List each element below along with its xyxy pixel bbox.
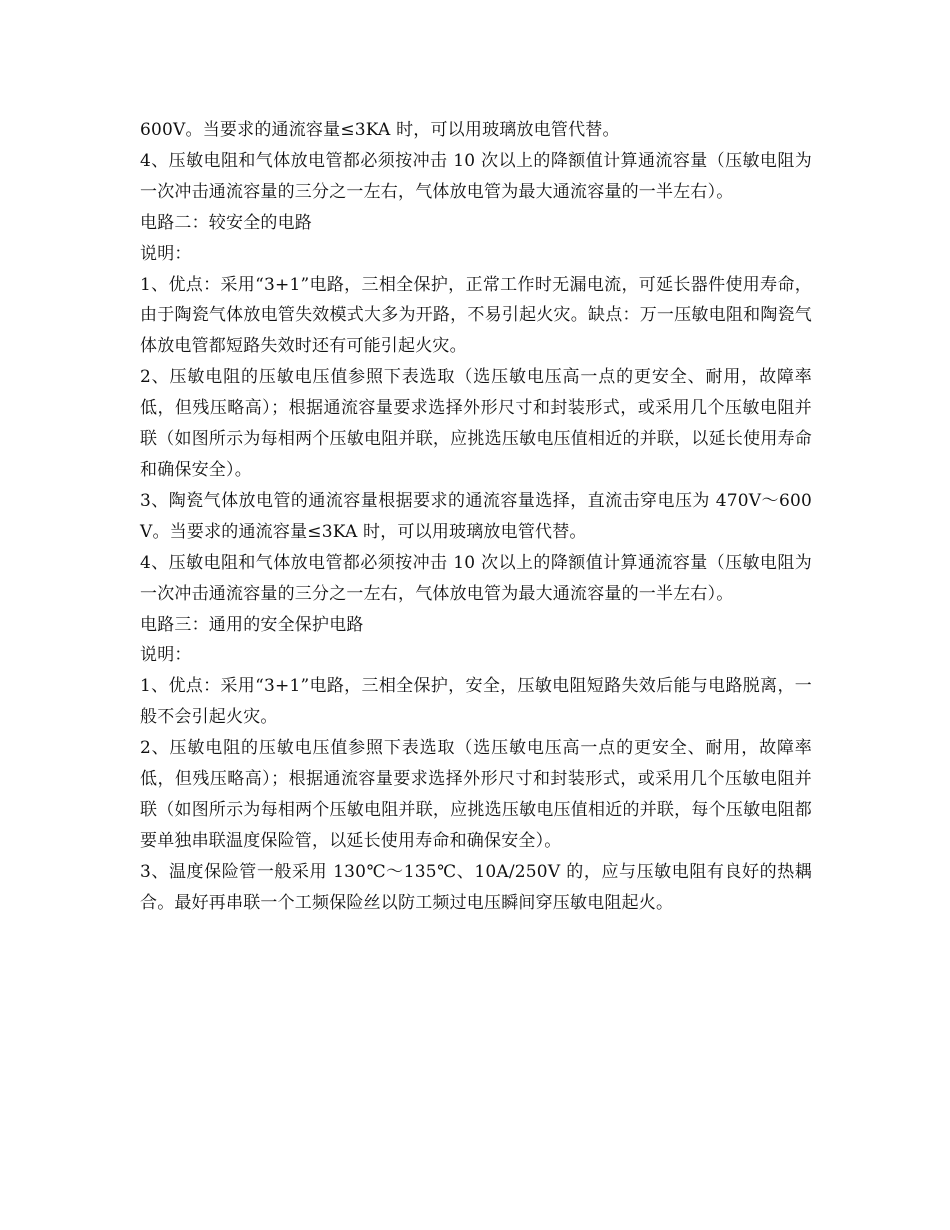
paragraph-item-3: 3、陶瓷气体放电管的通流容量根据要求的通流容量选择，直流击穿电压为 470V～600V。当要求的通流容量≤3KA 时，可以用玻璃放电管代替。: [140, 490, 812, 542]
paragraph-item-4: 4、压敏电阻和气体放电管都必须按冲击 10 次以上的降额值计算通流容量（压敏电阻为一次冲击通流容量的三分之一左右，气体放电管为最大通流容量的一半左右）。: [140, 552, 812, 604]
paragraph-item-1: 1、优点：采用“3+1”电路，三相全保护，正常工作时无漏电流，可延长器件使用寿命，由于陶瓷气体放电管失效模式大多为开路，不易引起火灾。缺点：万一压敏电阻和陶瓷气体放电管都短路失效时还有可能引起火灾。: [140, 274, 812, 357]
paragraph-item-1: 1、优点：采用“3+1”电路，三相全保护，安全，压敏电阻短路失效后能与电路脱离，一般不会引起火灾。: [140, 676, 812, 728]
document-body: [140, 115, 812, 919]
paragraph-item-3: 3、温度保险管一般采用 130℃～135℃、10A/250V 的，应与压敏电阻有良好的热耦合。最好再串联一个工频保险丝以防工频过电压瞬间穿压敏电阻起火。: [140, 861, 812, 913]
section-heading-circuit-3: 电路三：通用的安全保护电路: [140, 614, 364, 635]
paragraph-item-2: 2、压敏电阻的压敏电压值参照下表选取（选压敏电压高一点的更安全、耐用，故障率低，但残压略高）；根据通流容量要求选择外形尺寸和封装形式，或采用几个压敏电阻并联（如图所示为每相两个压敏电阻并联，应挑选压敏电压值相近的并联，每个压敏电阻都要单独串联温度保险管，以延长使用寿命和确保安全）。: [140, 738, 812, 851]
section-heading-circuit-2: 电路二：较安全的电路: [140, 212, 312, 233]
paragraph-continuation: 600V。当要求的通流容量≤3KA 时，可以用玻璃放电管代替。: [140, 120, 620, 140]
explanation-label: 说明：: [140, 645, 192, 666]
paragraph-item-4: 4、压敏电阻和气体放电管都必须按冲击 10 次以上的降额值计算通流容量（压敏电阻为一次冲击通流容量的三分之一左右，气体放电管为最大通流容量的一半左右）。: [140, 150, 812, 202]
explanation-label: 说明：: [140, 243, 192, 264]
paragraph-item-2: 2、压敏电阻的压敏电压值参照下表选取（选压敏电压高一点的更安全、耐用，故障率低，但残压略高）；根据通流容量要求选择外形尺寸和封装形式，或采用几个压敏电阻并联（如图所示为每相两个压敏电阻并联，应挑选压敏电压值相近的并联，以延长使用寿命和确保安全）。: [140, 367, 812, 480]
